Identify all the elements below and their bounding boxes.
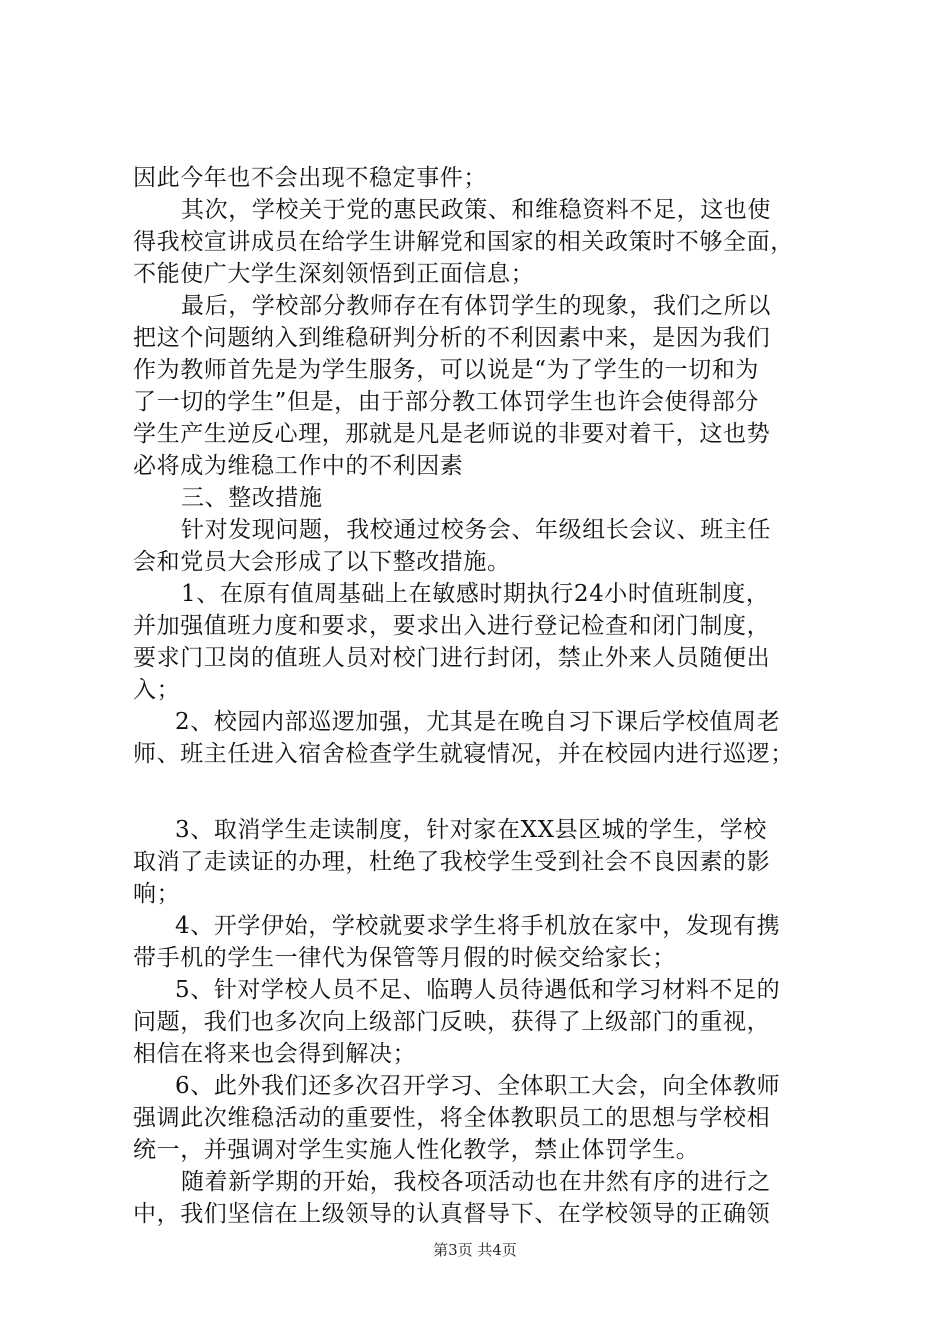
text-line: 入；	[133, 677, 181, 703]
list-item-line: 5、针对学校人员不足、临聘人员待遇低和学习材料不足的	[175, 977, 781, 1003]
page-number-footer: 第3页 共4页	[433, 1241, 517, 1259]
text-line: 随着新学期的开始，我校各项活动也在井然有序的进行之	[181, 1169, 771, 1195]
text-line: 其次，学校关于党的惠民政策、和维稳资料不足，这也使	[181, 197, 771, 223]
text-line: 相信在将来也会得到解决；	[133, 1041, 417, 1067]
text-line: 必将成为维稳工作中的不利因素	[133, 453, 464, 479]
text-line: 响；	[133, 881, 181, 907]
list-item-line: 1、在原有值周基础上在敏感时期执行24小时值班制度，	[181, 581, 770, 607]
text-line: 带手机的学生一律代为保管等月假的时候交给家长；	[133, 945, 676, 971]
text-line: 统一，并强调对学生实施人性化教学，禁止体罚学生。	[133, 1137, 700, 1163]
text-line: 针对发现问题，我校通过校务会、年级组长会议、班主任	[181, 517, 771, 543]
text-line: 师、班主任进入宿舍检查学生就寝情况，并在校园内进行巡逻；	[133, 741, 794, 767]
text-line: 问题，我们也多次向上级部门反映，获得了上级部门的重视，	[133, 1009, 771, 1035]
text-line: 学生产生逆反心理，那就是凡是老师说的非要对着干，这也势	[133, 421, 771, 447]
list-item-line: 2、校园内部巡逻加强，尤其是在晚自习下课后学校值周老	[175, 709, 781, 735]
text-line: 不能使广大学生深刻领悟到正面信息；	[133, 261, 535, 287]
list-item-line: 6、此外我们还多次召开学习、全体职工大会，向全体教师	[175, 1073, 781, 1099]
text-line: 因此今年也不会出现不稳定事件；	[133, 165, 487, 191]
blank-line	[133, 770, 833, 814]
document-body	[133, 162, 833, 1230]
list-item-line: 4、开学伊始，学校就要求学生将手机放在家中，发现有携	[175, 913, 781, 939]
text-line: 要求门卫岗的值班人员对校门进行封闭，禁止外来人员随便出	[133, 645, 771, 671]
text-line: 中，我们坚信在上级领导的认真督导下、在学校领导的正确领	[133, 1201, 771, 1227]
text-line: 强调此次维稳活动的重要性，将全体教职员工的思想与学校相	[133, 1105, 771, 1131]
text-line: 了一切的学生”但是，由于部分教工体罚学生也许会使得部分	[133, 389, 759, 415]
text-line: 并加强值班力度和要求，要求出入进行登记检查和闭门制度，	[133, 613, 771, 639]
section-heading: 三、整改措施	[181, 485, 323, 511]
text-line: 会和党员大会形成了以下整改措施。	[133, 549, 511, 575]
text-line: 取消了走读证的办理，杜绝了我校学生受到社会不良因素的影	[133, 849, 771, 875]
text-line: 得我校宣讲成员在给学生讲解党和国家的相关政策时不够全面，	[133, 229, 794, 255]
text-line: 把这个问题纳入到维稳研判分析的不利因素中来，是因为我们	[133, 325, 771, 351]
text-line: 作为教师首先是为学生服务，可以说是“为了学生的一切和为	[133, 357, 759, 383]
text-line: 最后，学校部分教师存在有体罚学生的现象，我们之所以	[181, 293, 771, 319]
list-item-line: 3、取消学生走读制度，针对家在XX县区城的学生，学校	[175, 817, 767, 843]
